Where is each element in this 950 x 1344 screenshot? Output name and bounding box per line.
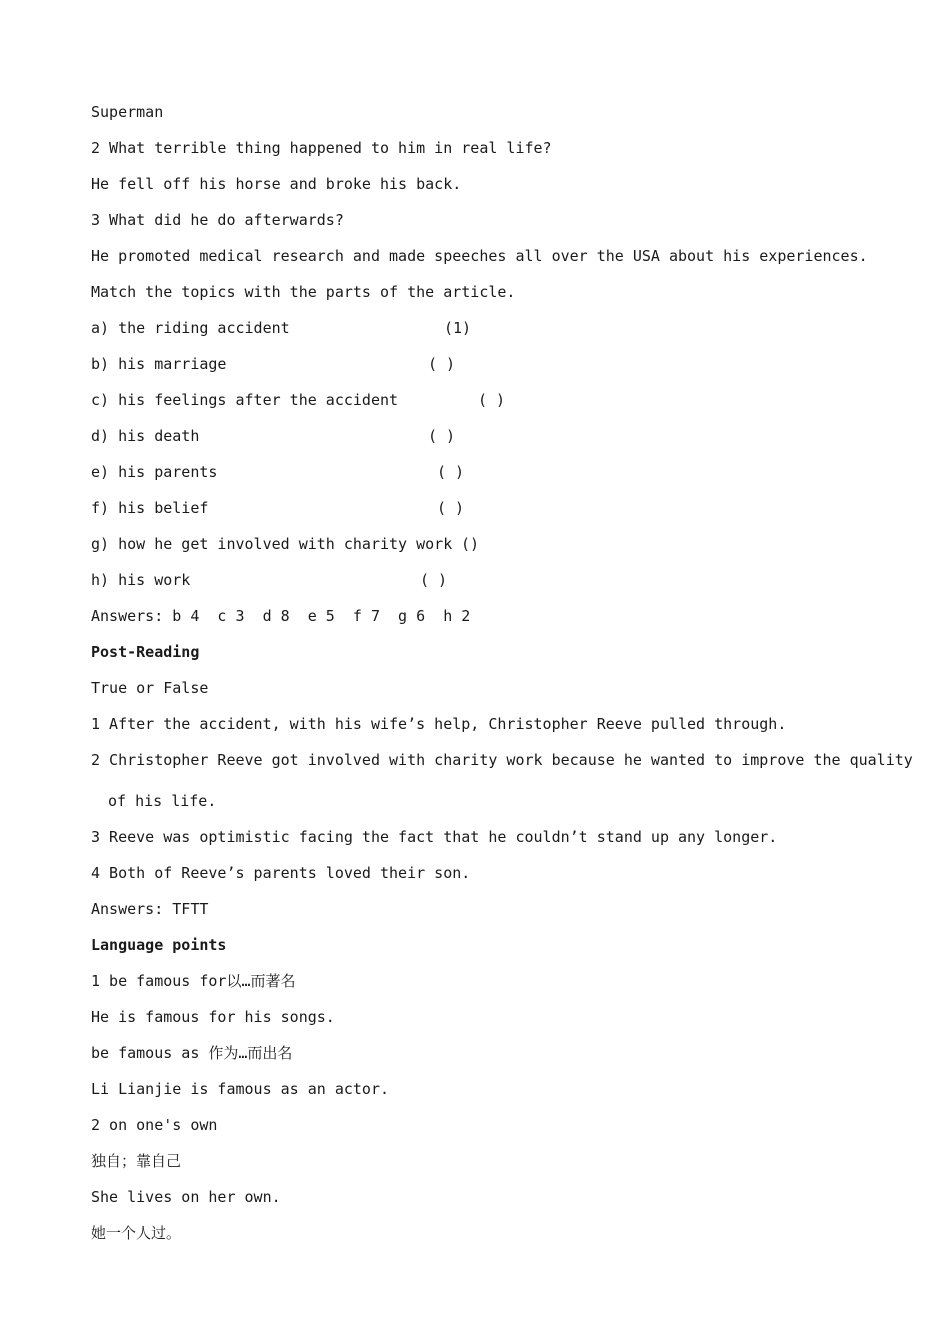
section-heading-post-reading: Post-Reading: [91, 643, 200, 661]
match-blank-f: ( ): [437, 499, 465, 517]
answer-2: He fell off his horse and broke his back.: [91, 175, 462, 193]
question-3: 3 What did he do afterwards?: [91, 211, 344, 229]
match-item-d: d) his death: [91, 427, 200, 445]
tf-answers: Answers: TFTT: [91, 900, 209, 918]
match-item-g: g) how he get involved with charity work: [91, 535, 453, 553]
match-item-a: a) the riding accident: [91, 319, 290, 337]
match-blank-a: (1): [444, 319, 472, 337]
translation: 她一个人过。: [91, 1224, 182, 1242]
match-item-c: c) his feelings after the accident: [91, 391, 399, 409]
tf-statement-4: 4 Both of Reeve’s parents loved their son.: [91, 864, 471, 882]
language-point-1: 1 be famous for以…而著名: [91, 972, 296, 990]
section-heading-language-points: Language points: [91, 936, 227, 954]
language-point-1b: be famous as 作为…而出名: [91, 1044, 293, 1062]
true-false-label: True or False: [91, 679, 209, 697]
example-sentence: Li Lianjie is famous as an actor.: [91, 1080, 390, 1098]
tf-statement-1: 1 After the accident, with his wife’s help, Christopher Reeve pulled through.: [91, 715, 787, 733]
text-line: Superman: [91, 103, 164, 121]
tf-statement-2-continued: of his life.: [108, 792, 217, 810]
language-point-2: 2 on one's own: [91, 1116, 218, 1134]
example-sentence: She lives on her own.: [91, 1188, 281, 1206]
tf-statement-2: 2 Christopher Reeve got involved with charity work because he wanted to improve the quality: [91, 751, 913, 769]
match-item-b: b) his marriage: [91, 355, 227, 373]
match-blank-d: ( ): [428, 427, 456, 445]
example-sentence: He is famous for his songs.: [91, 1008, 335, 1026]
match-blank-c: ( ): [478, 391, 506, 409]
match-blank-h: ( ): [420, 571, 448, 589]
translation: 独自；靠自己: [91, 1152, 182, 1170]
tf-statement-3: 3 Reeve was optimistic facing the fact that he couldn’t stand up any longer.: [91, 828, 778, 846]
match-blank-b: ( ): [428, 355, 456, 373]
match-blank-e: ( ): [437, 463, 465, 481]
match-item-h: h) his work: [91, 571, 191, 589]
question-2: 2 What terrible thing happened to him in real life?: [91, 139, 552, 157]
match-answers: Answers: b 4 c 3 d 8 e 5 f 7 g 6 h 2: [91, 607, 471, 625]
match-blank-g: (): [461, 535, 480, 553]
match-item-e: e) his parents: [91, 463, 218, 481]
match-instruction: Match the topics with the parts of the article.: [91, 283, 516, 301]
match-item-f: f) his belief: [91, 499, 209, 517]
answer-3: He promoted medical research and made speeches all over the USA about his experiences.: [91, 247, 868, 265]
